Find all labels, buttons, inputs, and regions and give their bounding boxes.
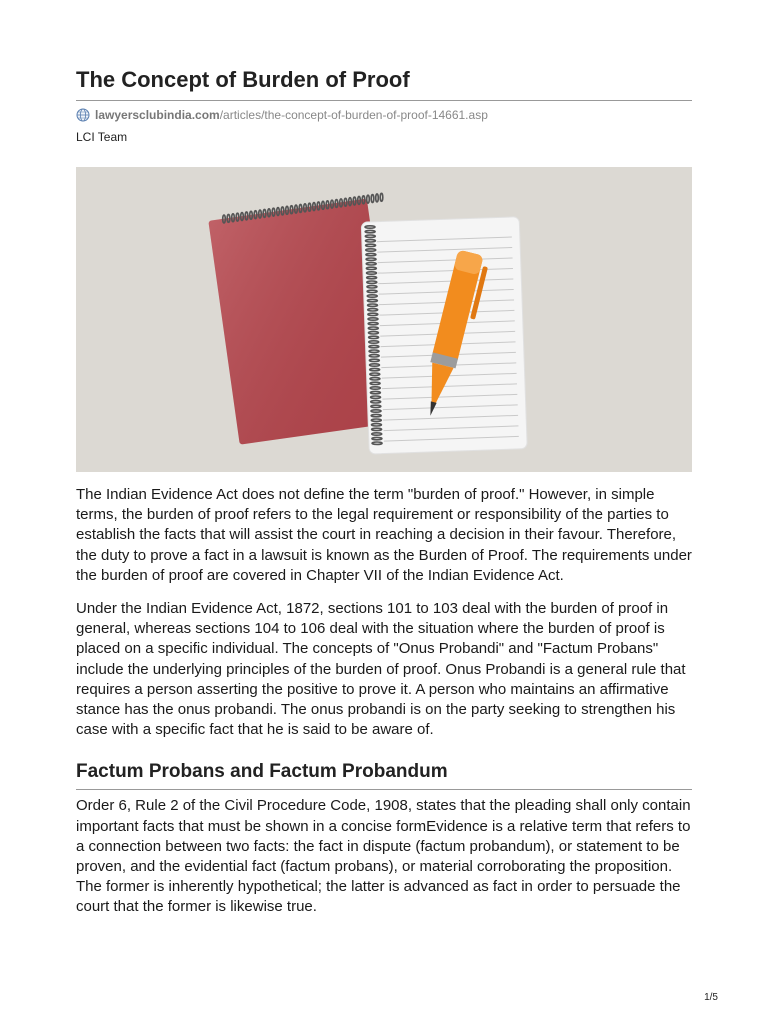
notebook-and-pen-illustration-icon: [76, 167, 692, 472]
paragraph: Order 6, Rule 2 of the Civil Procedure Code, 1908, states that the pleading shall only contain important facts that must be shown in a concise formEvidence is a relative term that refers to a connection between two facts: the fact in dispute (factum probandum), or statement to be proven, and the evidential fact (factum probans), or material corroborating the proposition. The former is inherently hypothetical; the latter is advanced as fact in order to persuade the court that the former is likewise true.: [76, 797, 691, 916]
section-heading: Factum Probans and Factum Probandum: [76, 761, 448, 783]
source-domain[interactable]: lawyersclubindia.com: [95, 108, 220, 122]
paragraph: Under the Indian Evidence Act, 1872, sections 101 to 103 deal with the burden of proof in general, whereas sections 104 to 106 deal with the situation where the burden of proof is placed on a specific individual. The concepts of "Onus Probandi" and "Factum Probans" include the underlying principles of the burden of proof. Onus Probandi is a general rule that requires a person asserting the positive to prove it. A person who maintains an affirmative stance has the onus probandi. The onus probandi is on the party seeking to strengthen his case with a specific fact that he is said to be aware of.: [76, 600, 686, 739]
article: [76, 0, 692, 918]
page-number: 1/5: [704, 992, 718, 1003]
source-url[interactable]: [76, 107, 692, 123]
paragraph: The Indian Evidence Act does not define the term "burden of proof." However, in simple terms, the burden of proof refers to the legal requirement or responsibility of the parties to establish the facts that will assist the court in reaching a decision in their favour. Therefore, the duty to prove a fact in a lawsuit is known as the Burden of Proof. The requirements under the burden of proof are covered in Chapter VII of the Indian Evidence Act.: [76, 486, 692, 584]
title-divider: [76, 100, 692, 101]
article-title: The Concept of Burden of Proof: [76, 67, 410, 92]
source-path[interactable]: /articles/the-concept-of-burden-of-proof-14661.asp: [219, 108, 488, 122]
section-divider: [76, 789, 692, 790]
hero-image: [76, 167, 692, 472]
author-name: LCI Team: [76, 130, 128, 144]
globe-icon: [76, 108, 90, 122]
